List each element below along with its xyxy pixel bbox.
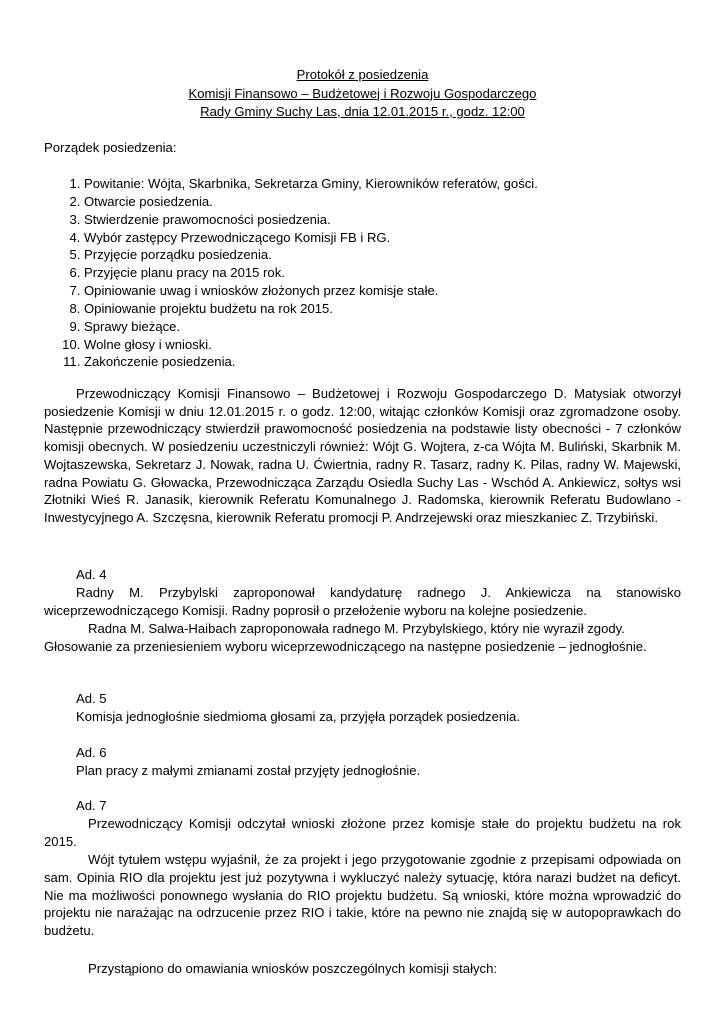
agenda-item: 4. Wybór zastępcy Przewodniczącego Komisji FB i RG. (84, 229, 684, 247)
closing-line: Przystąpiono do omawiania wniosków poszczególnych komisji stałych: (88, 961, 498, 976)
agenda-item: 7. Opiniowanie uwag i wniosków złożonych przez komisje stałe. (84, 282, 684, 300)
section-heading: Ad. 7 (76, 798, 107, 813)
section-heading: Ad. 4 (76, 567, 107, 582)
section-heading: Ad. 6 (76, 745, 107, 760)
title-line-1: Protokół z posiedzenia (296, 67, 429, 82)
title-line-2: Komisji Finansowo – Budżetowej i Rozwoju Gospodarczego (188, 85, 537, 101)
agenda-list (44, 175, 684, 371)
section-paragraph: Radny M. Przybylski zaproponował kandydaturę radnego J. Ankiewicza na stanowisko wiceprzewodniczącego Komisji. Radny poprosił o przełożenie wyboru na kolejne posiedzenie. (44, 584, 681, 618)
section-paragraph: Komisja jednogłośnie siedmioma głosami za, przyjęła porządek posiedzenia. (76, 708, 520, 724)
section-paragraph: Głosowanie za przeniesieniem wyboru wiceprzewodniczącego na następne posiedzenie – jednogłośnie. (44, 638, 647, 654)
section-paragraph: Plan pracy z małymi zmianami został przyjęty jednogłośnie. (76, 762, 421, 778)
agenda-item: 9. Sprawy bieżące. (84, 318, 684, 336)
title-line-3: Rady Gminy Suchy Las, dnia 12.01.2015 r., godz. 12:00 (200, 104, 525, 119)
agenda-item: 2. Otwarcie posiedzenia. (84, 193, 684, 211)
section-heading: Ad. 5 (76, 691, 107, 706)
opening-paragraph: Przewodniczący Komisji Finansowo – Budżetowej i Rozwoju Gospodarczego D. Matysiak otworzył posiedzenie Komisji w dniu 12.01.2015 r. o godz. 12:00, witając członków Komisji oraz zgromadzone osoby. Następnie przewodniczący stwierdził prawomocność posiedzenia na podstawie listy obecności - 7 członków komisji obecnych. W posiedzeniu uczestniczyli również: Wójt G. Wojtera, z-ca Wójta M. Buliński, Skarbnik M. Wojtaszewska, Sekretarz J. Nowak, radna U. Ćwiertnia, radny R. Tasarz, radny K. Pilas, radny W. Majewski, radna Powiatu G. Głowacka, Przewodnicząca Zarządu Osiedla Suchy Las - Wschód A. Ankiewicz, sołtys wsi Złotniki Wieś R. Janasik, kierownik Referatu Komunalnego J. Radomska, kierownik Referatu Budowlano - Inwestycyjnego A. Szczęsna, kierownik Referatu promocji P. Andrzejewski oraz mieszkaniec Z. Trzybiński. (44, 386, 681, 525)
section-paragraph: Wójt tytułem wstępu wyjaśnił, że za projekt i jego przygotowanie zgodnie z przepisami odpowiada on sam. Opinia RIO dla projektu jest już pozytywna i wykluczyć należy sytuację, która narazi budżet na deficyt. Nie ma możliwości ponownego wysłania do RIO projektu budżetu. Są wnioski, które można wprowadzić do projektu nie narażając na odrzucenie przez RIO i takie, które na pewno nie znajdą się w autopoprawkach do budżetu. (44, 851, 681, 939)
agenda-item: 1. Powitanie: Wójta, Skarbnika, Sekretarza Gminy, Kierowników referatów, gości. (84, 175, 684, 193)
section-paragraph: Radna M. Salwa-Haibach zaproponowała radnego M. Przybylskiego, który nie wyraził zgody. (88, 620, 625, 636)
agenda-item: 11. Zakończenie posiedzenia. (84, 353, 684, 371)
agenda-item: 5. Przyjęcie porządku posiedzenia. (84, 246, 684, 264)
agenda-item: 6. Przyjęcie planu pracy na 2015 rok. (84, 264, 684, 282)
agenda-label: Porządek posiedzenia: (44, 140, 177, 155)
section-paragraph: Przewodniczący Komisji odczytał wnioski złożone przez komisje stałe do projektu budżetu na rok 2015. (44, 815, 681, 849)
section-ad-4 (44, 566, 681, 656)
agenda-item: 8. Opiniowanie projektu budżetu na rok 2015. (84, 300, 684, 318)
document-title (0, 66, 725, 122)
section-ad-7 (44, 797, 681, 940)
agenda-item: 3. Stwierdzenie prawomocności posiedzenia. (84, 211, 684, 229)
section-ad-5 (44, 690, 681, 726)
agenda-item: 10. Wolne głosy i wnioski. (84, 336, 684, 354)
section-ad-6 (44, 744, 681, 780)
